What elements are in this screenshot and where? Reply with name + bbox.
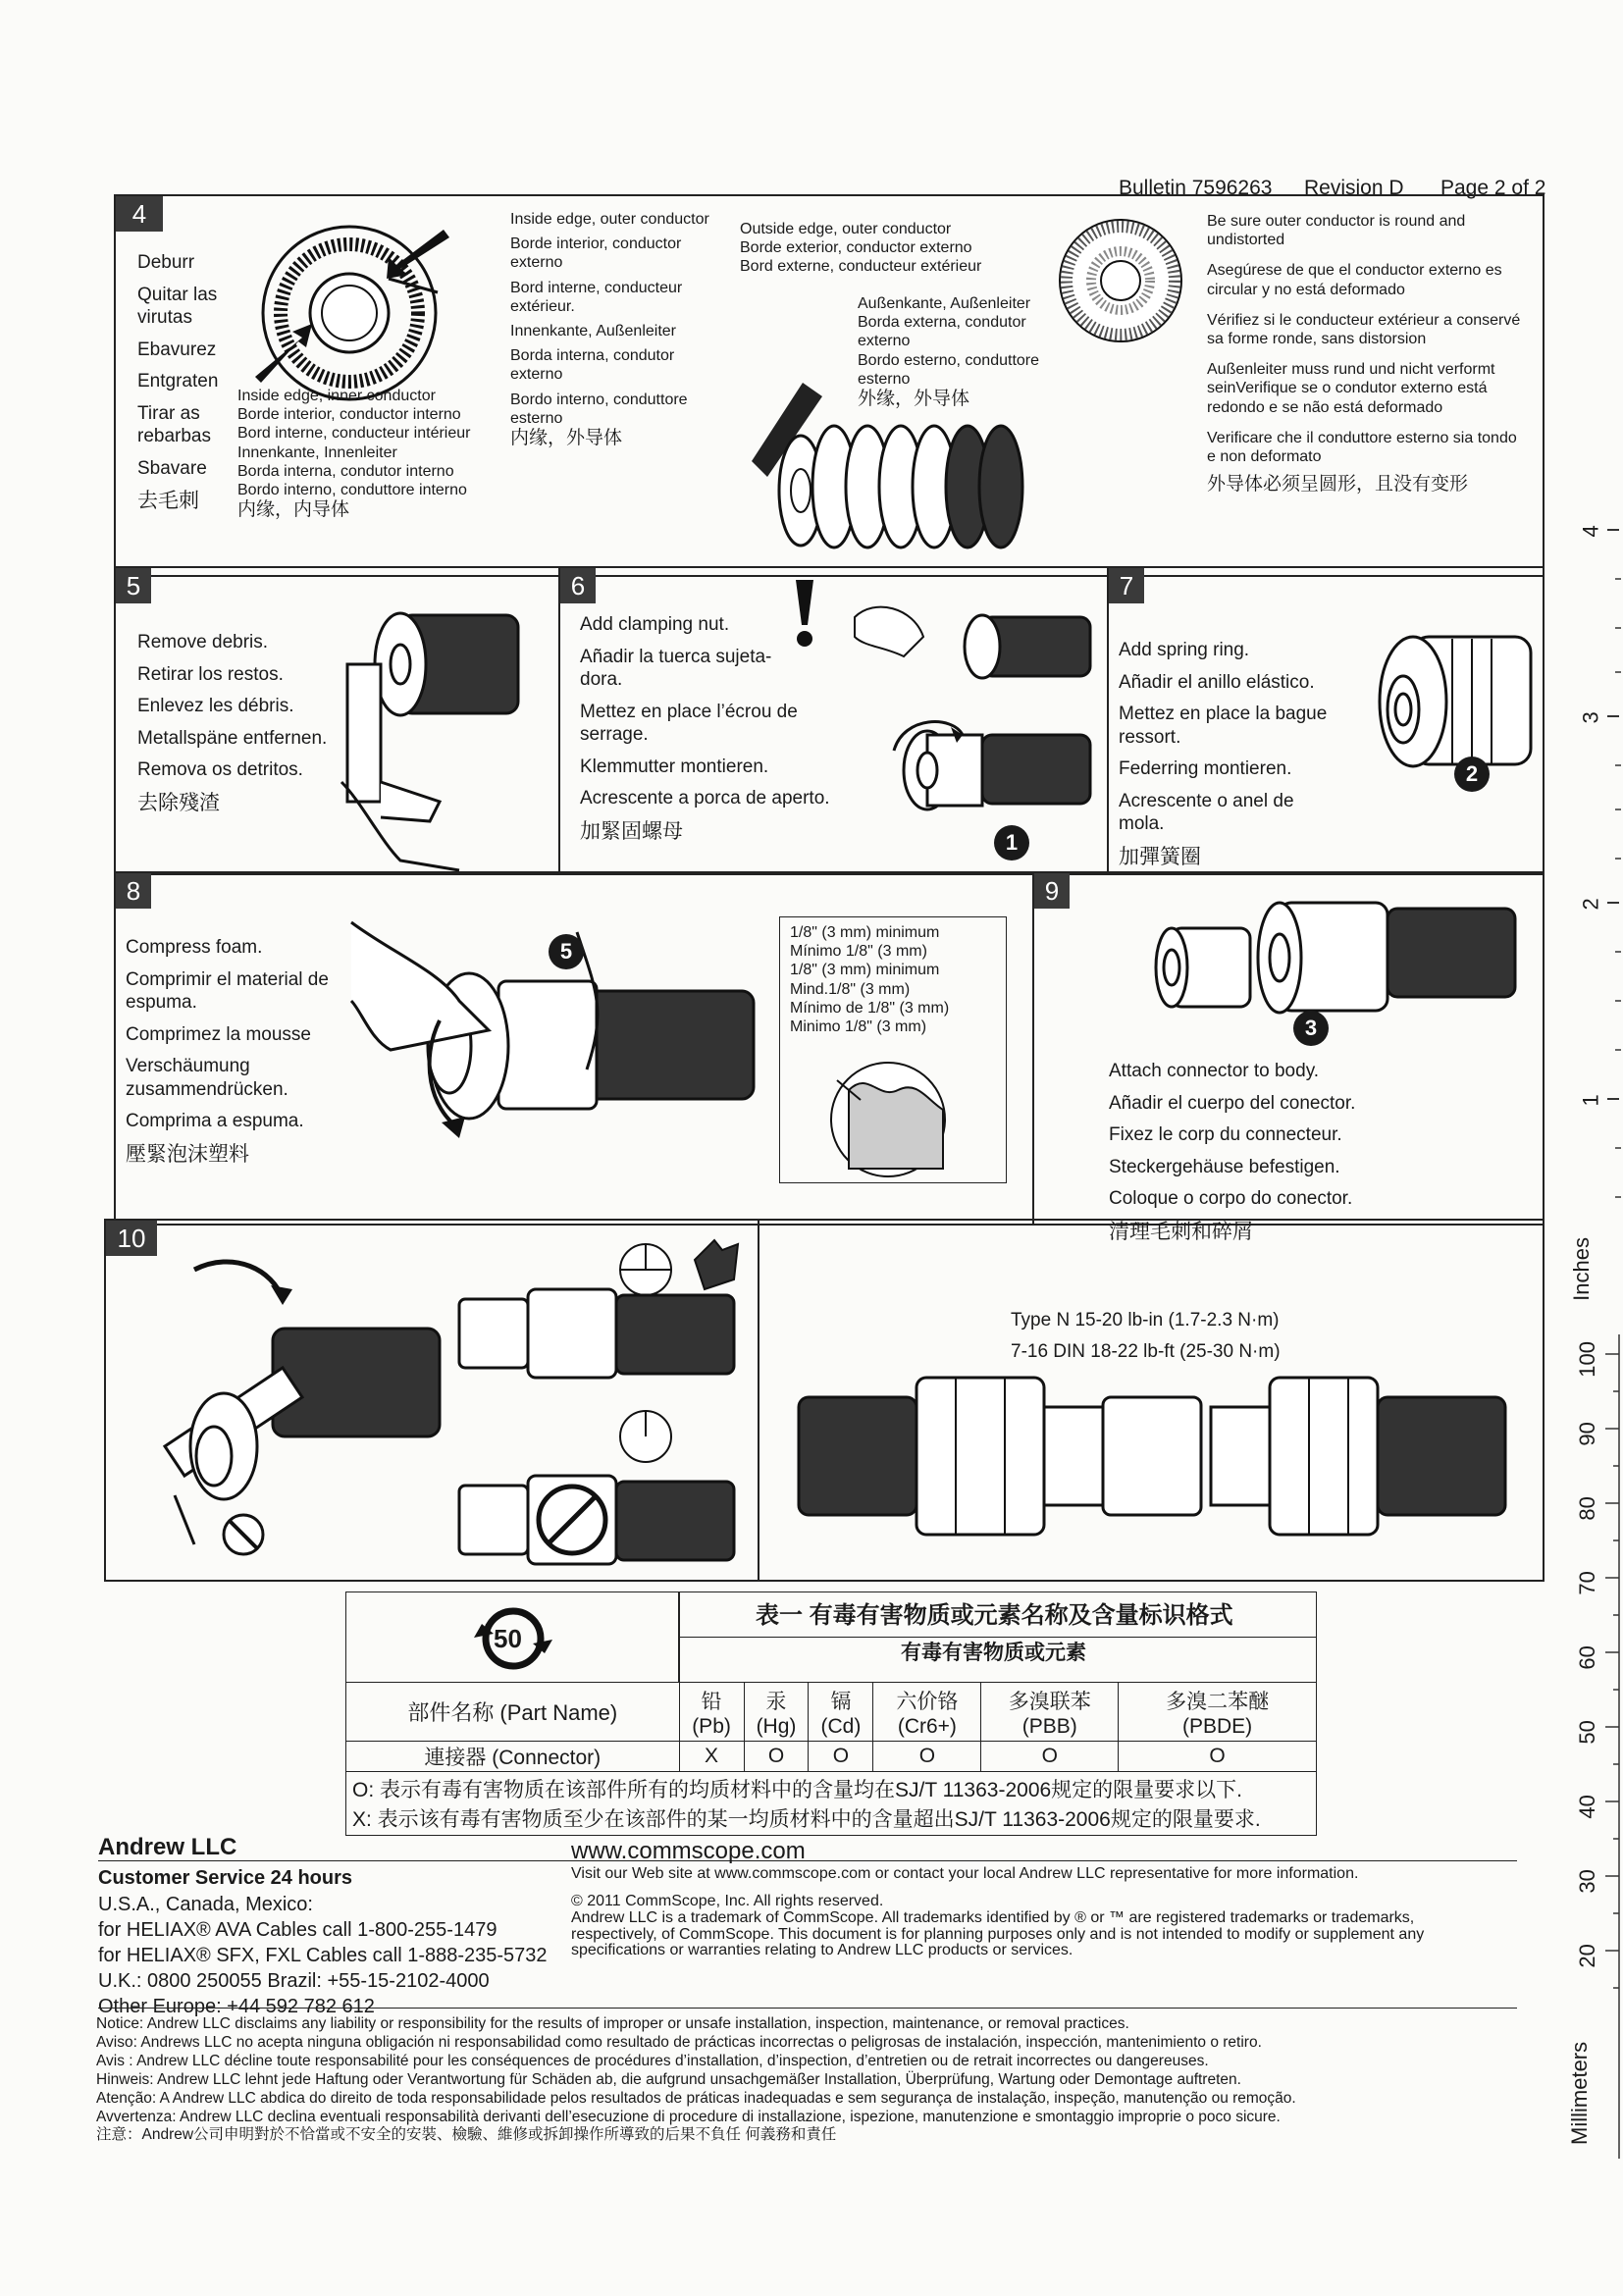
step-9-text: Attach connector to body. Añadir el cuerpo del conector. Fixez le corp du connecteur. Steckergehäuse befestigen. Coloque o corpo do conector. 清理毛刺和碎屑 — [1109, 1061, 1356, 1243]
step-4-inner-edge-labels: Inside edge, inner conductor Borde interior, conductor interno Bord interne, conducteur intérieur Innenkante, Innenleiter Borda interna, condutor interno Bordo interno, conduttore interno 内缘，内导体 — [237, 388, 471, 521]
step-6-callout-1: 1 — [994, 825, 1029, 861]
step-8-panel — [114, 871, 1034, 1226]
revision-label: Revision D — [1304, 177, 1404, 199]
ruler-mm-20: 20 — [1574, 1944, 1599, 1968]
contact-list: U.S.A., Canada, Mexico: for HELIAX® AVA Cables call 1-800-255-1479 for HELIAX® SFX, FXL Cables call 1-888-235-5732 U.K.: 0800 250055 Brazil: +55-15-2102-4000 Other Europe: +44 592 782 612 — [98, 1894, 548, 2017]
step-7-panel — [1107, 566, 1544, 875]
bulletin-number: Bulletin 7596263 — [1119, 177, 1273, 199]
corrugated-cable-illustration — [744, 343, 1028, 569]
foam-detail-inset — [819, 1061, 957, 1178]
rohs-table — [345, 1592, 1317, 1836]
ruler-inch-4: 4 — [1578, 525, 1603, 538]
connector-pair-illustration — [799, 1368, 1505, 1544]
ruler-mm-30: 30 — [1574, 1869, 1599, 1894]
ruler-inch-2: 2 — [1578, 898, 1603, 911]
rohs-row-label: 連接器 (Connector) — [346, 1742, 680, 1772]
step-9-callout-3: 3 — [1293, 1011, 1329, 1046]
step-7-callout-2: 2 — [1454, 757, 1490, 792]
ruler-inch-1: 1 — [1578, 1094, 1603, 1107]
ruler-ticks — [1568, 471, 1623, 2159]
step-4-round-check-text: Be sure outer conductor is round and undistorted Asegúrese de que el conductor externo es circular y no está deformado Vérifiez si le conducteur extérieur a conservé sa forme ronde, sans distorsion Außenleiter muss rund und nicht verformt seinVerifique se o condutor externo está redondo e se não está deformado Verificare che il conduttore esterno sia tondo e non deformato 外导体必须呈圆形，且没有变形 — [1207, 213, 1521, 496]
rohs-part-header: 部件名称 (Part Name) — [346, 1683, 680, 1742]
remove-debris-illustration — [341, 586, 557, 870]
company-name: Andrew LLC — [98, 1834, 237, 1860]
ruler-strip — [1568, 471, 1623, 2159]
step-9-badge: 9 — [1034, 873, 1070, 909]
step-8-text: Compress foam. Comprimir el material de espuma. Comprimez la mousse Verschäumung zusammendrücken. Comprima a espuma. 壓緊泡沫塑料 — [126, 937, 329, 1166]
attach-connector-illustration — [1132, 889, 1525, 1036]
connector-correct-torque-illustration — [459, 1240, 754, 1387]
connector-wrong-torque-illustration — [459, 1407, 754, 1574]
step-7-badge: 7 — [1109, 568, 1144, 603]
ruler-mm-100: 100 — [1574, 1341, 1599, 1378]
step-6-panel — [558, 566, 1109, 875]
rohs-title: 表一 有毒有害物质或元素名称及含量标识格式 — [756, 1602, 1233, 1629]
warning-exclamation-icon — [792, 580, 817, 649]
page-number: Page 2 of 2 — [1440, 177, 1546, 199]
torque-7-16-din: 7-16 DIN 18-22 lb-ft (25-30 N·m) — [1011, 1341, 1281, 1362]
outer-conductor-cross-section — [1056, 216, 1185, 345]
rohs-note-o: O: 表示有毒有害物质在该部件所有的均质材料中的含量均在SJ/T 11363-2006规定的限量要求以下. — [352, 1779, 1243, 1801]
rohs-logo-number: 50 — [494, 1624, 522, 1653]
rohs-col-pb: 铅 (Pb) — [679, 1683, 744, 1742]
rohs-col-pbb: 多溴联苯 (PBB) — [981, 1683, 1119, 1742]
ruler-mm-80: 80 — [1574, 1496, 1599, 1521]
step-6-text: Add clamping nut. Añadir la tuerca sujeta- dora. Mettez en place l’écrou de serrage. Klemmutter montieren. Acrescente a porca de aperto. 加緊固螺母 — [580, 614, 830, 843]
ruler-mm-90: 90 — [1574, 1422, 1599, 1446]
customer-service-label: Customer Service 24 hours — [98, 1867, 352, 1889]
step-4-deburr-labels: Deburr Quitar las virutas Ebavurez Entgraten Tirar as rebarbas Sbavare 去毛刺 — [137, 252, 219, 513]
step-4-outside-edge-labels-2: Außenkante, Außenleiter Borda externa, condutor externo Bordo esterno, conduttore esterno 外缘，外导体 — [858, 295, 1040, 409]
rohs-col-hg: 汞 (Hg) — [744, 1683, 809, 1742]
rohs-note-x: X: 表示该有毒有害物质至少在该部件的某一均质材料中的含量超出SJ/T 11363-2006规定的限量要求. — [352, 1808, 1261, 1831]
step-4-badge: 4 — [116, 196, 163, 232]
ruler-mm-70: 70 — [1574, 1571, 1599, 1595]
step-7-text: Add spring ring. Añadir el anillo elástico. Mettez en place la bague ressort. Federring montieren. Acrescente o anel de mola. 加彈簧圈 — [1119, 640, 1328, 868]
torque-type-n: Type N 15-20 lb-in (1.7-2.3 N·m) — [1011, 1310, 1280, 1331]
step-5-panel — [114, 566, 560, 875]
deburr-illustration — [241, 210, 457, 416]
step-8-badge: 8 — [116, 873, 151, 909]
step-5-text: Remove debris. Retirar los restos. Enlevez les débris. Metallspäne entfernen. Remova os detritos. 去除殘渣 — [137, 632, 328, 814]
step-4-outside-edge-labels: Outside edge, outer conductor Borde exterior, conductor externo Bord externe, conducteur extérieur — [740, 221, 982, 276]
foam-spec-box — [779, 916, 1007, 1183]
rohs-col-cr6: 六价铬 (Cr6+) — [873, 1683, 981, 1742]
foam-spec-text: 1/8" (3 mm) minimum Mínimo 1/8" (3 mm) 1/8" (3 mm) minimum Mind.1/8" (3 mm) Mínimo de 1/8" (3 mm) Minimo 1/8" (3 mm) — [790, 924, 950, 1035]
rohs-subtitle: 有毒有害物质或元素 — [901, 1642, 1086, 1664]
website-link[interactable]: www.commscope.com — [571, 1838, 806, 1864]
footer-rule-2 — [98, 2008, 1517, 2009]
rohs-connector-row: 連接器 (Connector) X O O O O O — [346, 1742, 1317, 1772]
step-4-inside-outer-labels: Inside edge, outer conductor Borde interior, conductor externo Bord interne, conducteur extérieur. Innenkante, Außenleiter Borda interna, condutor externo Bordo interno, conduttore esterno 内缘，外导体 — [510, 211, 709, 448]
rohs-header-row — [346, 1683, 1317, 1742]
legal-text: © 2011 CommScope, Inc. All rights reserved. Andrew LLC is a trademark of CommScope. All trademarks identified by ® or ™ are registered trademarks or trademarks, respectively, of CommScope. This document is for planning purposes only and is not intended to modify or supplement any specifications or warranties relating to Andrew LLC products or services. — [571, 1893, 1425, 1959]
step-5-badge: 5 — [116, 568, 151, 603]
ruler-inch-3: 3 — [1578, 711, 1603, 724]
step-9-panel — [1032, 871, 1544, 1243]
rohs-col-pbde: 多溴二苯醚 (PBDE) — [1119, 1683, 1317, 1742]
step-10-panel — [104, 1219, 759, 1582]
ruler-mm-50: 50 — [1574, 1720, 1599, 1745]
step-6-badge: 6 — [560, 568, 596, 603]
footer-rule — [98, 1860, 1517, 1861]
website-visit-text: Visit our Web site at www.commscope.com or contact your local Andrew LLC representative for more information. — [571, 1865, 1359, 1882]
ruler-mm-60: 60 — [1574, 1645, 1599, 1670]
clamping-nut-illustration — [835, 578, 1100, 867]
ruler-inches-label: Inches — [1569, 1237, 1594, 1301]
step-10-badge: 10 — [106, 1221, 157, 1256]
spring-ring-illustration — [1354, 617, 1541, 813]
rohs-col-cd: 镉 (Cd) — [809, 1683, 873, 1742]
step-4-panel — [114, 194, 1544, 577]
ruler-mm-40: 40 — [1574, 1795, 1599, 1819]
wrench-tighten-illustration — [155, 1250, 449, 1574]
disclaimer-notices: Notice: Andrew LLC disclaims any liability or responsibility for the results of improper or unsafe installation, inspection, maintenance, or removal practices. Aviso: Andrews LLC no acepta ninguna obligación ni responsabilidad como resultado de prácticas incorrectas o peligrosas de instalación, inspección, mantenimiento o retiro. Avis : Andrew LLC décline toute responsabilité pour les conséquences de procédures d’installation, d’inspection, d’entretien ou de retrait incorrectes ou dangereuses. Hinweis: Andrew LLC lehnt jede Haftung oder Verantwortung für Schäden ab, die aufgrund unsachgemäßer Installation, Überprüfung, Wartung oder Demontage auftreten. Atenção: A Andrew LLC abdica do direito de toda responsabilidade pelos resultados de práticas inadequadas e sem segurança de instalação, inspeção, manutenção ou remoção. Avvertenza: Andrew LLC declina eventuali responsabilità derivanti dell’esecuzione di procedure di installazione, ispezione, manutenzione e smontaggio improprie o poco sicure. 注意：Andrew公司申明對於不恰當或不安全的安裝、檢驗、維修或拆卸操作所導致的后果不負任 何義務和責任 — [96, 2015, 1296, 2144]
ruler-mm-label: Millimeters — [1567, 2041, 1593, 2145]
step-8-callout-5: 5 — [549, 934, 584, 969]
torque-spec-panel — [758, 1219, 1544, 1582]
